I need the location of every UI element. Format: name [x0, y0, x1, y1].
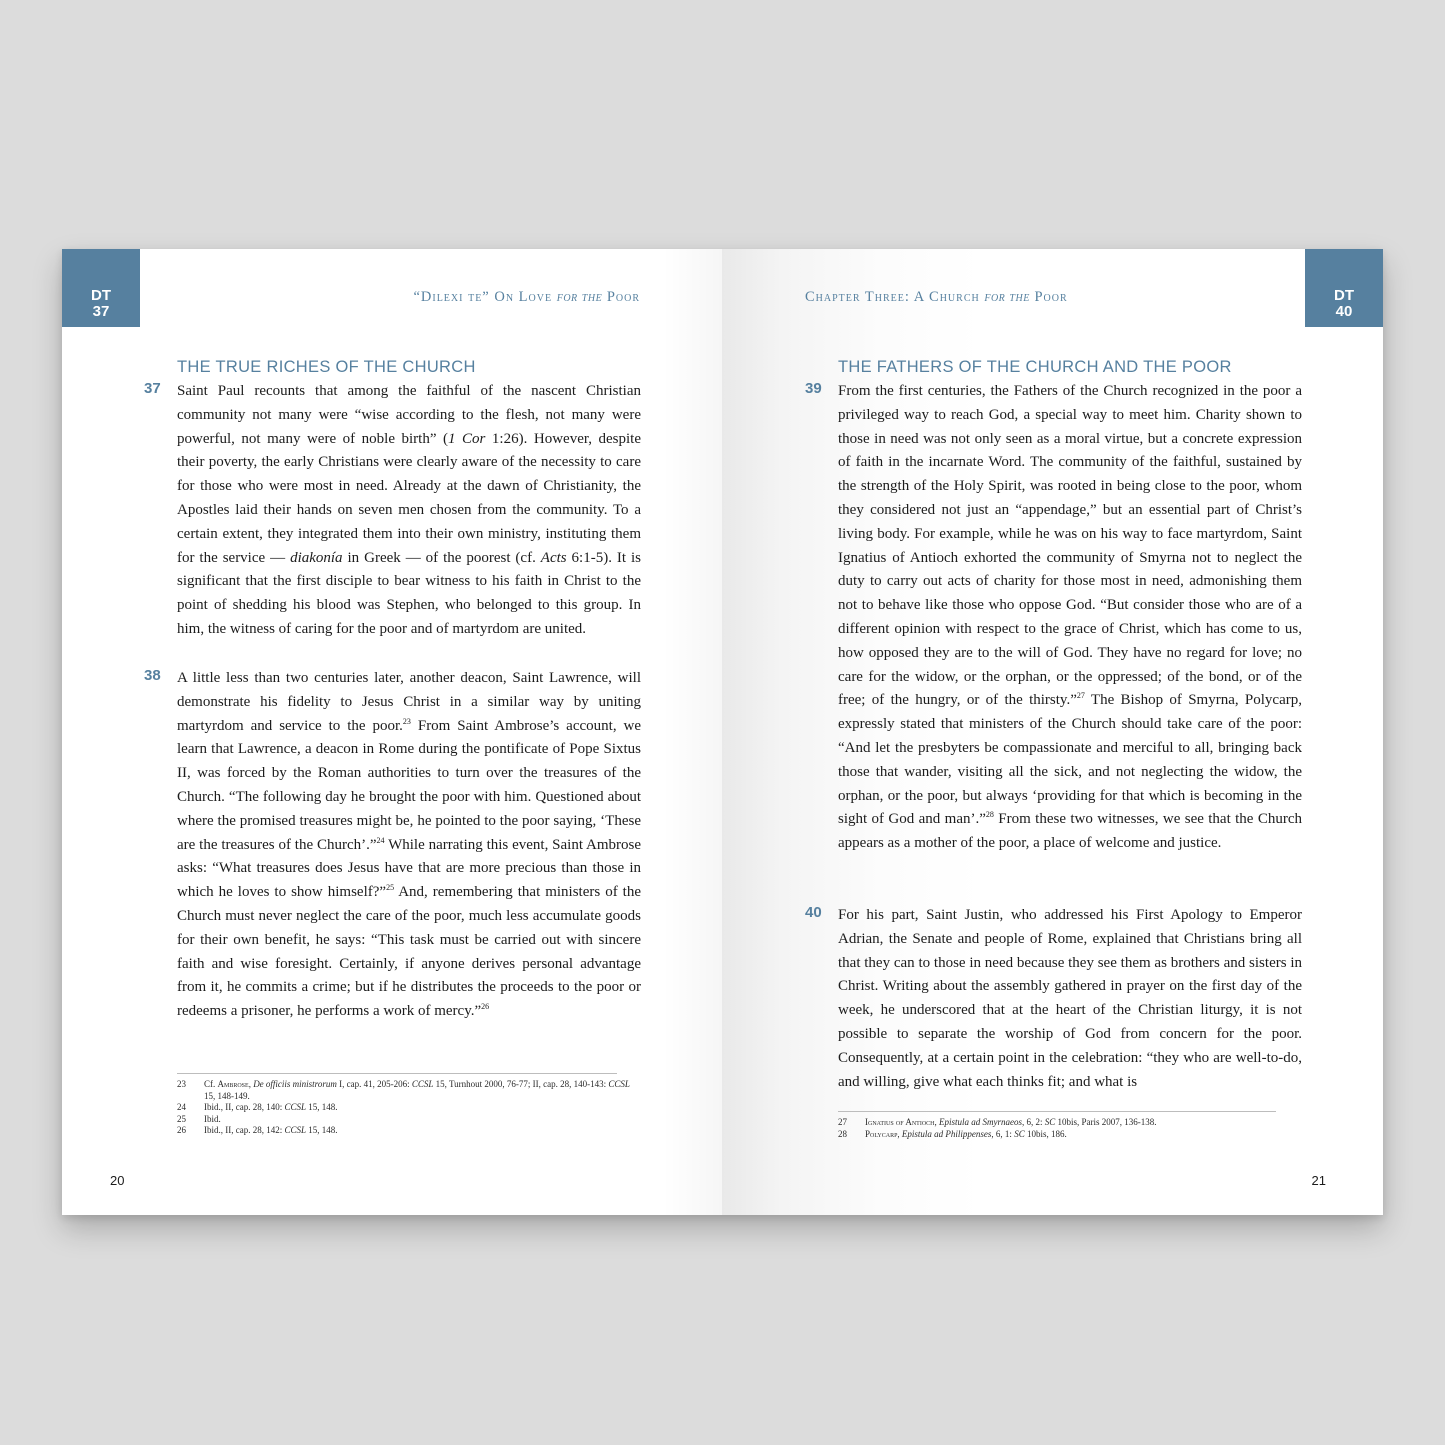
- footnote-reference[interactable]: 28: [985, 810, 994, 820]
- tab-number: 40: [1335, 303, 1353, 320]
- footnote-reference[interactable]: 25: [386, 883, 395, 893]
- text-run: 1:26). However, despite their poverty, the early Christians were clearly aware of the necessity to care for those who were most in need. Already at the dawn of Christianity, the Apostles laid their hands on seven men chosen from the community. To a certain extent, they integrated them into their own ministry, instituting them for the service —: [177, 430, 642, 566]
- text-run: From the first centuries, the Fathers of the Church recognized in the poor a privileged way to reach God, a special way to meet him. Charity shown to those in need was not only seen as a moral virtue, but a concrete expression of faith in the incarnate Word. The community of the faithful, sustained by the strength of the Holy Spirit, was rooted in being close to the poor, whom they considered not just an “appendage,” but an essential part of Christ’s living body. For example, while he was on his way to face martyrdom, Saint Ignatius of Antioch exhorted the community of Smyrna not to neglect the duty to carry out acts of charity for those most in need, admonishing them not to behave like those who oppose God. “But consider those who are of a different opinion with respect to the grace of Christ, which has come to us, how opposed they are to the will of God. They have no regard for love; no care for the widow, or the orphan, or the oppressed; of the bond, or of the free; of the hungry, or of the thirsty.”: [838, 383, 1302, 709]
- footnote: [838, 1129, 1298, 1141]
- text-run: De officiis ministrorum: [253, 1079, 337, 1089]
- text-run: 15, Turnhout 2000, 76-77; II, cap. 28, 140-143:: [433, 1079, 609, 1089]
- text-run: And, remembering that ministers of the Church must never neglect the care of the poor, much less accumulate goods for their own benefit, he says: “This task must be carried out with sincere faith and wise foresight. Certainly, if anyone derives personal advantage from it, he commits a crime; but if he distributes the proceeds to the poor or redeems a prisoner, he performs a work of mercy.”: [177, 884, 642, 1020]
- text-run: For his part, Saint Justin, who addressed his First Apology to Emperor Adrian, the Senate and people of Rome, explained that Christians bring all that they can to those in need because they see them as brothers and sisters in Christ. Writing about the assembly gathered in prayer on the first day of the week, he underscored that at the heart of the Christian liturgy, it is not possible to separate the worship of God from concern for the poor. Consequently, at a certain point in the celebration: “they who are well-to-do, and willing, give what each thinks fit; and what is: [838, 907, 1302, 1090]
- text-run: in Greek — of the poorest (cf.: [342, 549, 541, 566]
- text-run: 1 Cor: [448, 430, 486, 447]
- running-head-italic: for the: [984, 289, 1030, 305]
- text-run: Ibid.: [204, 1113, 221, 1124]
- text-run: From Saint Ambrose’s account, we learn that Lawrence, a deacon in Rome during the pontificate of Pope Sixtus II, was forced by the Roman authorities to turn over the treasures of the Church. “The following day he brought the poor with him. Questioned about where the promised treasures might be, he pointed to the poor saying, ‘These are the treasures of the Church’.”: [177, 717, 641, 853]
- footnote-reference[interactable]: 27: [1076, 691, 1085, 701]
- text-run: , 6, 1:: [991, 1128, 1015, 1139]
- text-run: Polycarp: [865, 1128, 898, 1139]
- footnote-number: 23: [177, 1079, 186, 1089]
- text-run: 15, 148.: [306, 1102, 338, 1112]
- footnote: [177, 1079, 637, 1102]
- footnote-number: 27: [838, 1117, 847, 1127]
- text-run: From these two witnesses, we see that the Church appears as a mother of the poor, a place of welcome and justice.: [838, 811, 1302, 852]
- book-spread: [62, 249, 1383, 1215]
- text-run: While narrating this event, Saint Ambrose asks: “What treasures does Jesus have that are more precious than those in which he loves to show himself?”: [177, 836, 641, 901]
- text-run: SC: [1044, 1117, 1056, 1127]
- running-head: [805, 289, 1068, 306]
- footnote-number: 25: [177, 1113, 186, 1124]
- paragraph-body: [838, 904, 1302, 1094]
- page-number: 21: [1311, 1173, 1326, 1188]
- text-run: CCSL: [284, 1102, 306, 1112]
- running-head-text-end: Poor: [602, 289, 640, 305]
- text-run: Epistula ad Philippenses: [901, 1128, 992, 1139]
- text-run: The Bishop of Smyrna, Polycarp, expressly stated that ministers of the Church should take care of the poor: “And let the presbyters be compassionate and merciful to all, bringing back those that wander, visiting all the sick, and not neglecting the widow, the orphan, or the poor, but always ‘providing for that which is becoming in the sight of God and man’.”: [838, 692, 1302, 828]
- footnote: [838, 1117, 1298, 1129]
- text-run: Ignatius of Antioch: [865, 1117, 935, 1127]
- footnote-text: [204, 1125, 637, 1137]
- running-head-italic: for the: [556, 289, 603, 305]
- text-run: ,: [934, 1117, 940, 1127]
- paragraph-number: 39: [805, 380, 822, 397]
- footnote-number: 26: [177, 1125, 186, 1135]
- text-run: Saint Paul recounts that among the faithful of the nascent Christian community not many were “wise according to the flesh, not many were powerful, not many were of noble birth” (: [177, 383, 641, 447]
- footnote: [177, 1102, 637, 1114]
- section-title: THE FATHERS OF THE CHURCH AND THE POOR: [838, 358, 1232, 376]
- page-number: 20: [110, 1173, 125, 1188]
- running-head-text-end: Poor: [1029, 289, 1068, 305]
- text-run: ,: [248, 1079, 254, 1089]
- left-page: [62, 249, 722, 1215]
- text-run: CCSL: [284, 1125, 306, 1135]
- text-run: CCSL: [411, 1079, 434, 1089]
- footnote-text: [865, 1117, 1298, 1129]
- running-head: [413, 289, 640, 306]
- tab-code: DT: [1334, 287, 1354, 304]
- paragraph-number: 37: [144, 380, 161, 397]
- footnote-rule: [177, 1073, 617, 1074]
- section-tab: [1305, 249, 1383, 327]
- text-run: 15, 148-149.: [204, 1090, 250, 1101]
- right-page: [722, 249, 1383, 1215]
- footnote-text: [204, 1079, 637, 1102]
- paragraph-number: 38: [144, 667, 161, 684]
- footnote-text: [204, 1102, 637, 1114]
- footnote-number: 28: [838, 1128, 847, 1139]
- paragraph-body: [177, 380, 641, 642]
- footnotes: [838, 1117, 1298, 1140]
- footnote-reference[interactable]: 23: [402, 716, 411, 726]
- text-run: diakonía: [290, 549, 343, 566]
- text-run: 10bis, Paris 2007, 136-138.: [1055, 1117, 1157, 1127]
- section-tab: [62, 249, 140, 327]
- running-head-text: Chapter Three: A Church: [805, 289, 985, 305]
- paragraph-number: 40: [805, 904, 822, 921]
- text-run: I, cap. 41, 205-206:: [336, 1079, 412, 1089]
- footnote-reference[interactable]: 24: [376, 835, 385, 845]
- tab-code: DT: [91, 287, 111, 304]
- running-head-text: “Dilexi te” On Love: [413, 289, 557, 305]
- section-title: THE TRUE RICHES OF THE CHURCH: [177, 358, 476, 376]
- text-run: A little less than two centuries later, another deacon, Saint Lawrence, will demonstrate his fidelity to Jesus Christ in a similar way by uniting martyrdom and service to the poor.: [177, 670, 641, 734]
- text-run: Epistula ad Smyrnaeos: [939, 1117, 1023, 1127]
- footnote: [177, 1114, 637, 1126]
- text-run: Ibid., II, cap. 28, 140:: [204, 1102, 285, 1112]
- paragraph-body: [177, 667, 641, 1024]
- footnote-text: [204, 1114, 637, 1126]
- footnote-text: [865, 1129, 1298, 1141]
- text-run: CCSL: [608, 1079, 630, 1089]
- footnote-number: 24: [177, 1102, 186, 1112]
- tab-number: 37: [92, 303, 110, 320]
- text-run: 10bis, 186.: [1024, 1128, 1067, 1139]
- text-run: ,: [897, 1128, 902, 1139]
- footnote-rule: [838, 1111, 1276, 1112]
- text-run: 15, 148.: [306, 1125, 338, 1135]
- paragraph-body: [838, 380, 1302, 856]
- footnote: [177, 1125, 637, 1137]
- footnotes: [177, 1079, 637, 1137]
- text-run: Ambrose: [217, 1079, 249, 1089]
- footnote-reference[interactable]: 26: [481, 1002, 490, 1012]
- text-run: 6:1-5). It is significant that the first disciple to bear witness to his faith in Christ to the point of shedding his blood was Stephen, who belonged to this group. In him, the witness of caring for the poor and of martyrdom are united.: [177, 549, 642, 637]
- gutter-shadow: [662, 249, 722, 1215]
- text-run: Ibid., II, cap. 28, 142:: [204, 1125, 285, 1135]
- text-run: SC: [1014, 1128, 1025, 1139]
- text-run: Cf.: [204, 1079, 218, 1089]
- text-run: , 6, 2:: [1022, 1117, 1045, 1127]
- text-run: Acts: [540, 549, 567, 566]
